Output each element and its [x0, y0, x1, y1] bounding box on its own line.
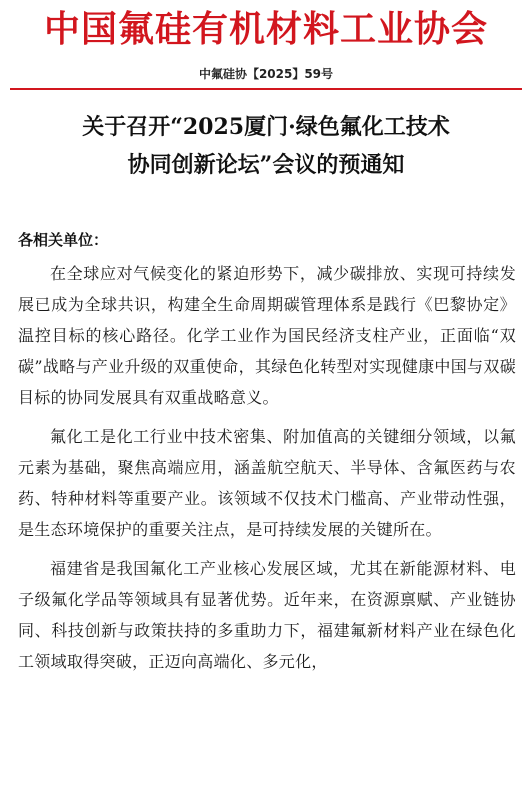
body-paragraph-2: 氟化工是化工行业中技术密集、附加值高的关键细分领域，以氟元素为基础，聚焦高端应用，涵盖航空航天、半导体、含氟医药与农药、特种材料等重要产业。该领域不仅技术门槛高、产业带动性强，是生态环境保护的重要关注点，是可持续发展的关键所在。 — [18, 427, 516, 539]
salutation: 各相关单位： — [18, 231, 109, 249]
body-paragraph-3: 福建省是我国氟化工产业核心发展区域，尤其在新能源材料、电子级氟化学品等领域具有显著优势。近年来，在资源禀赋、产业链协同、科技创新与政策扶持的多重助力下，福建氟新材料产业在绿色化工领域取得突破，正迈向高端化、多元化， — [18, 559, 516, 671]
notice-title — [0, 108, 532, 184]
body-paragraph-1: 在全球应对气候变化的紧迫形势下，减少碳排放、实现可持续发展已成为全球共识，构建全生命周期碳管理体系是践行《巴黎协定》温控目标的核心路径。化学工业作为国民经济支柱产业，正面临“双碳”战略与产业升级的双重使命，其绿色化转型对实现健康中国与双碳目标的协同发展具有双重战略意义。 — [18, 264, 516, 407]
document-number: 中氟硅协【2025】59号 — [198, 67, 334, 81]
notice-body — [18, 258, 516, 685]
organization-header: 中国氟硅有机材料工业协会 — [43, 9, 488, 50]
header-red-rule — [10, 88, 522, 90]
notice-title-line-2: 协同创新论坛”会议的预通知 — [127, 152, 405, 178]
notice-title-line-1: 关于召开“2025厦门·绿色氟化工技术 — [82, 114, 450, 140]
